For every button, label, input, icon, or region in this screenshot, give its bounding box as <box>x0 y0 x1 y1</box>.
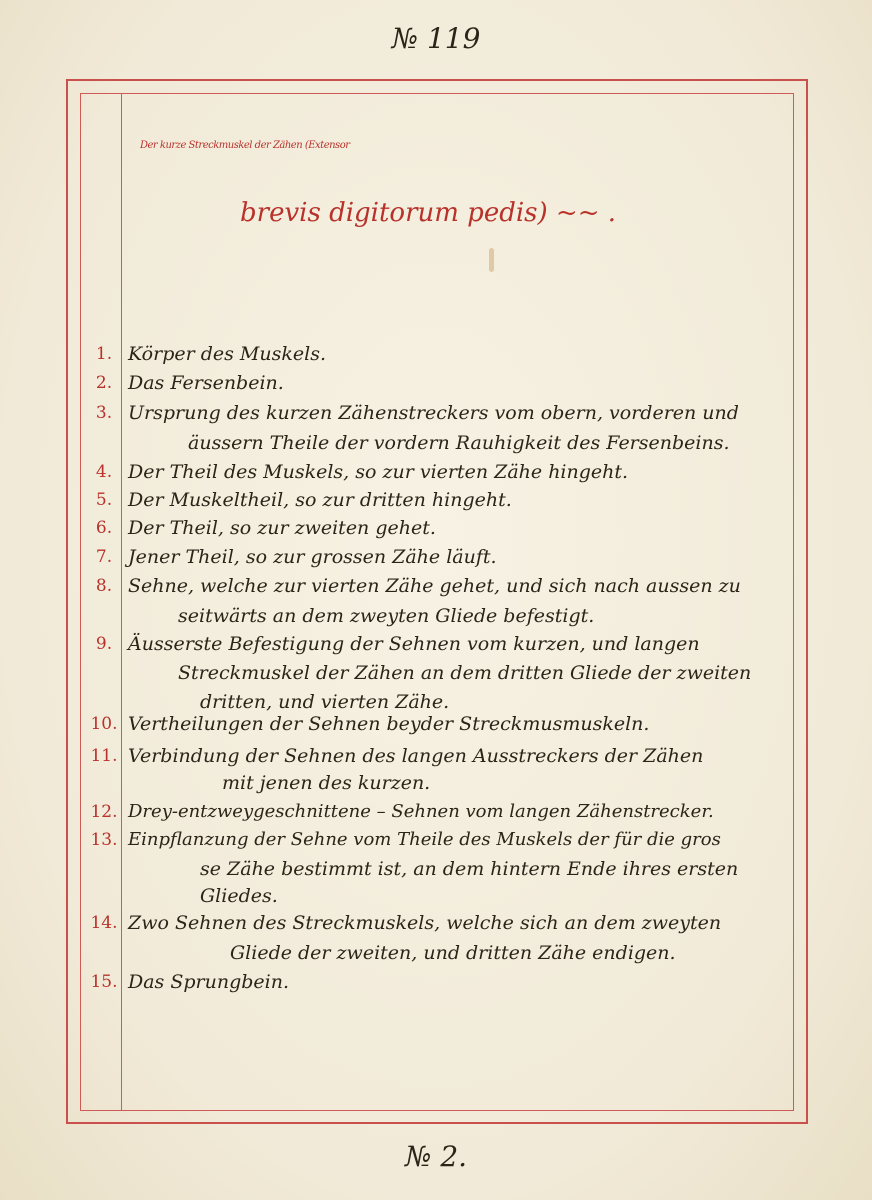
item-text: äussern Theile der vordern Rauhigkeit des Fersenbeins. <box>188 432 730 454</box>
title-line-1: Der kurze Streckmuskel der Zähen (Extensor <box>140 140 350 151</box>
page-number: № 119 <box>391 22 481 55</box>
item-text: Verbindung der Sehnen des langen Ausstreckers der Zähen <box>128 745 704 767</box>
item-text: Gliedes. <box>200 885 278 907</box>
item-number: 10. <box>90 714 118 734</box>
paper-stain <box>489 248 494 272</box>
item-text: Drey-entzweygeschnittene – Sehnen vom langen Zähenstrecker. <box>128 801 714 822</box>
title-line-2: brevis digitorum pedis) ~~ . <box>240 198 617 228</box>
item-number: 7. <box>95 547 113 567</box>
item-text: Jener Theil, so zur grossen Zähe läuft. <box>128 546 497 568</box>
item-text: mit jenen des kurzen. <box>222 772 431 794</box>
item-text: Das Sprungbein. <box>128 971 290 993</box>
item-text: Vertheilungen der Sehnen beyder Streckmusmuskeln. <box>128 713 650 735</box>
margin-rule <box>121 93 122 1111</box>
item-text: seitwärts an dem zweyten Gliede befestigt. <box>178 605 595 627</box>
item-text: Einpflanzung der Sehne vom Theile des Muskels der für die gros <box>128 829 721 850</box>
item-number: 8. <box>95 576 113 596</box>
item-text: dritten, und vierten Zähe. <box>200 691 450 713</box>
item-number: 2. <box>95 373 113 393</box>
footer-number: № 2. <box>404 1140 468 1173</box>
item-text: se Zähe bestimmt ist, an dem hintern Ende ihres ersten <box>200 858 739 880</box>
item-number: 5. <box>95 490 113 510</box>
item-number: 11. <box>90 746 118 766</box>
item-number: 15. <box>90 972 118 992</box>
item-number: 12. <box>90 802 118 822</box>
item-number: 9. <box>95 634 113 654</box>
item-text: Streckmuskel der Zähen an dem dritten Gliede der zweiten <box>178 662 752 684</box>
item-text: Der Theil, so zur zweiten gehet. <box>128 517 436 539</box>
item-text: Äusserste Befestigung der Sehnen vom kurzen, und langen <box>128 633 700 655</box>
item-number: 6. <box>95 518 113 538</box>
item-text: Sehne, welche zur vierten Zähe gehet, und sich nach aussen zu <box>128 575 741 597</box>
item-number: 13. <box>90 830 118 850</box>
item-text: Der Muskeltheil, so zur dritten hingeht. <box>128 489 512 511</box>
item-text: Das Fersenbein. <box>128 372 284 394</box>
item-text: Ursprung des kurzen Zähenstreckers vom obern, vorderen und <box>128 402 739 424</box>
item-text: Der Theil des Muskels, so zur vierten Zähe hingeht. <box>128 461 629 483</box>
item-number: 4. <box>95 462 113 482</box>
item-number: 3. <box>95 403 113 423</box>
item-number: 1. <box>95 344 113 364</box>
item-text: Zwo Sehnen des Streckmuskels, welche sich an dem zweyten <box>128 912 722 934</box>
item-number: 14. <box>90 913 118 933</box>
item-text: Körper des Muskels. <box>128 343 326 365</box>
item-text: Gliede der zweiten, und dritten Zähe endigen. <box>230 942 676 964</box>
